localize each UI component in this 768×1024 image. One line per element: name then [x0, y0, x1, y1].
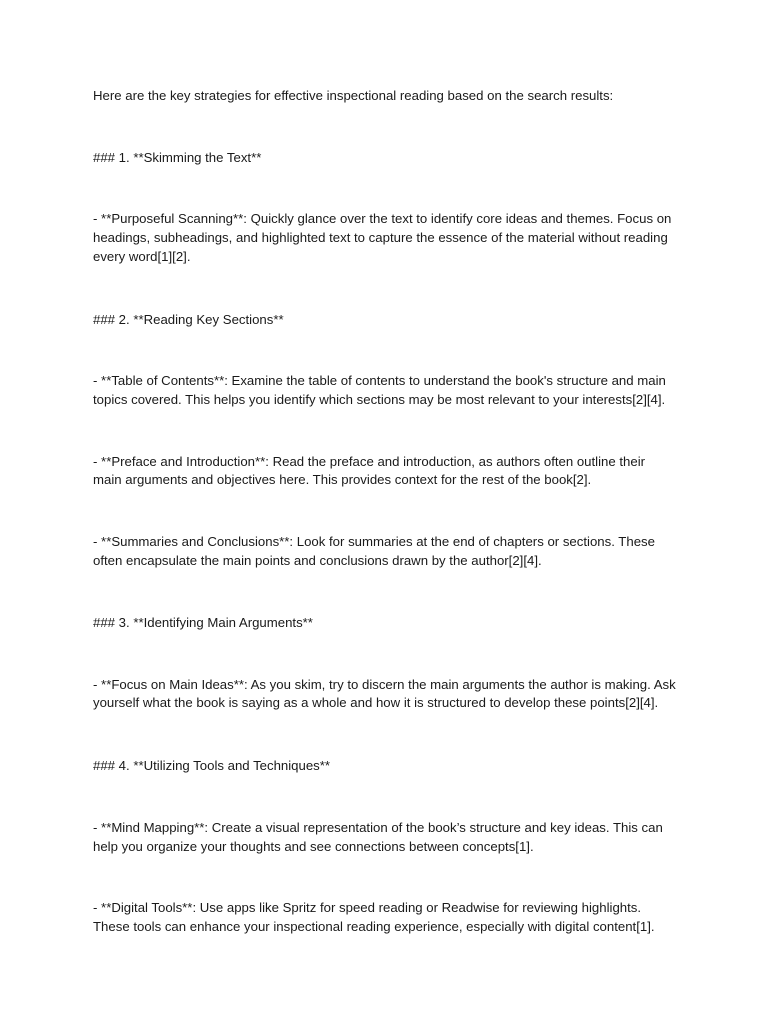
bullet-purposeful-scanning-line-3: every word[1][2]. — [93, 249, 191, 264]
section-heading-reading-key-sections: ### 2. **Reading Key Sections** — [93, 312, 284, 327]
bullet-preface-introduction-line-2: main arguments and objectives here. This provides context for the rest of the book[2]. — [93, 472, 592, 487]
bullet-table-of-contents-line-2: topics covered. This helps you identify which sections may be most relevant to your interests[2][4]. — [93, 392, 666, 407]
bullet-summaries-conclusions-line-2: often encapsulate the main points and conclusions drawn by the author[2][4]. — [93, 553, 542, 568]
bullet-mind-mapping-line-2: help you organize your thoughts and see connections between concepts[1]. — [93, 839, 534, 854]
bullet-focus-main-ideas-line-2: yourself what the book is saying as a whole and how it is structured to develop these points[2][4]. — [93, 695, 659, 710]
section-heading-skimming: ### 1. **Skimming the Text** — [93, 150, 262, 165]
bullet-table-of-contents-line-1: - **Table of Contents**: Examine the table of contents to understand the book's structure and main — [93, 373, 666, 388]
section-heading-utilizing-tools: ### 4. **Utilizing Tools and Techniques** — [93, 758, 331, 773]
intro-text: Here are the key strategies for effective inspectional reading based on the search results: — [93, 88, 614, 103]
bullet-digital-tools-line-2: These tools can enhance your inspectional reading experience, especially with digital content[1]. — [93, 919, 655, 934]
bullet-mind-mapping-line-1: - **Mind Mapping**: Create a visual representation of the book’s structure and key ideas. This can — [93, 820, 663, 835]
bullet-summaries-conclusions-line-1: - **Summaries and Conclusions**: Look for summaries at the end of chapters or sections. These — [93, 534, 655, 549]
bullet-digital-tools-line-1: - **Digital Tools**: Use apps like Spritz for speed reading or Readwise for reviewing highlights. — [93, 900, 642, 915]
bullet-focus-main-ideas-line-1: - **Focus on Main Ideas**: As you skim, try to discern the main arguments the author is making. Ask — [93, 677, 676, 692]
bullet-purposeful-scanning-line-2: headings, subheadings, and highlighted text to capture the essence of the material without reading — [93, 230, 668, 245]
bullet-preface-introduction-line-1: - **Preface and Introduction**: Read the preface and introduction, as authors often outline their — [93, 454, 646, 469]
bullet-purposeful-scanning-line-1: - **Purposeful Scanning**: Quickly glance over the text to identify core ideas and themes. Focus on — [93, 211, 672, 226]
section-heading-identifying-main-arguments: ### 3. **Identifying Main Arguments** — [93, 615, 313, 630]
